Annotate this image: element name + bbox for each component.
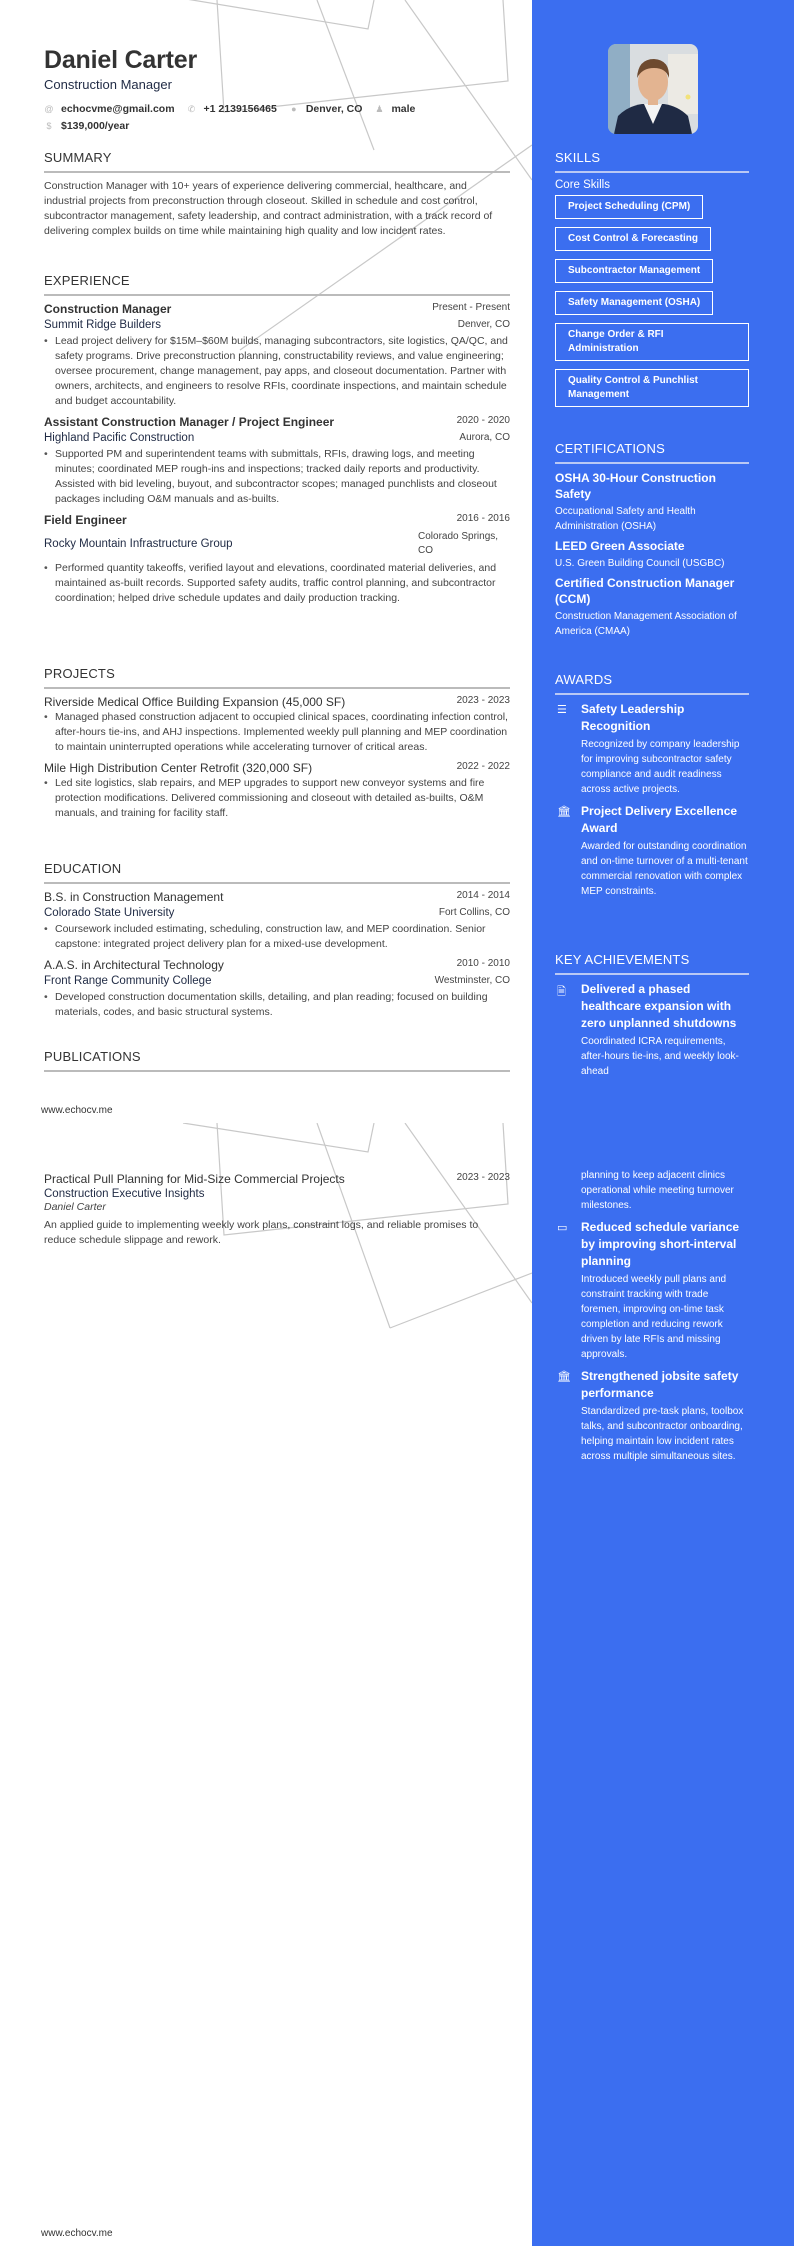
section-heading: EDUCATION (44, 861, 510, 884)
degree: B.S. in Construction Management (44, 890, 224, 904)
skill-chip: Change Order & RFI Administration (555, 323, 749, 361)
publications-section (44, 1049, 510, 1078)
certification-name: OSHA 30-Hour Construction Safety (555, 471, 716, 501)
contact-location: ● Denver, CO (289, 103, 363, 115)
job-bullets (44, 561, 510, 606)
job-bullets (44, 447, 510, 507)
certification-name: Certified Construction Manager (CCM) (555, 576, 735, 606)
phone-icon: ✆ (187, 103, 196, 114)
awards-section (555, 672, 749, 905)
footer-website[interactable]: www.echocv.me (41, 2228, 113, 2239)
contact-phone[interactable]: ✆ +1 2139156465 (187, 102, 277, 115)
institution-icon: 🏛 (557, 1371, 571, 1383)
achievements-section-continued (555, 1168, 749, 1470)
job-dates: 2016 - 2016 (456, 513, 510, 524)
dollar-coin-icon: $ (46, 120, 52, 131)
publication-title: Practical Pull Planning for Mid-Size Commercial Projects (44, 1172, 345, 1186)
publication-dates: 2023 - 2023 (456, 1172, 510, 1183)
summary-text: Construction Manager with 10+ years of experience delivering commercial, healthcare, and industrial projects from preconstruction through closeout. Skilled in schedule and cost control, subcontractor management, safety leadership, and contract administration, with a track record of delivering complex builds on time while maintaining high quality and low incident rates. (44, 180, 493, 237)
award-entry (555, 701, 749, 797)
achievement-description: planning to keep adjacent clinics operational while meeting turnover milestones. (581, 1170, 734, 1211)
experience-section (44, 273, 510, 612)
award-title: Safety Leadership Recognition (581, 702, 685, 733)
education-dates: 2010 - 2010 (456, 958, 510, 969)
section-heading: EXPERIENCE (44, 273, 510, 296)
section-heading: CERTIFICATIONS (555, 441, 749, 464)
award-entry (555, 803, 749, 899)
project-bullets (44, 776, 510, 821)
menu-lines-icon: ☰ (557, 704, 567, 716)
section-heading: KEY ACHIEVEMENTS (555, 952, 749, 975)
contact-gender: ♟ male (375, 102, 416, 115)
education-entry (44, 890, 510, 952)
job-location: Denver, CO (457, 319, 510, 330)
decorative-lines (0, 1123, 532, 2246)
resume-page-2 (0, 1123, 794, 2246)
experience-entry (44, 302, 510, 409)
at-icon: @ (44, 103, 54, 114)
certification-entry (555, 538, 749, 571)
map-pin-icon: ● (291, 103, 297, 114)
job-dates: 2020 - 2020 (456, 415, 510, 426)
company-name: Summit Ridge Builders (44, 319, 161, 331)
candidate-name: Daniel Carter (44, 46, 198, 74)
education-entry (44, 958, 510, 1020)
publication-author: Daniel Carter (44, 1201, 106, 1213)
publication-description: An applied guide to implementing weekly work plans, constraint logs, and reliable promises to reduce schedule slippage and rework. (44, 1219, 479, 1246)
company-name: Highland Pacific Construction (44, 432, 195, 444)
award-description: Awarded for outstanding coordination and on-time turnover of a multi-tenant commercial renovation with complex MEP constraints. (581, 841, 748, 897)
section-heading: PROJECTS (44, 666, 510, 689)
skill-chip: Project Scheduling (CPM) (555, 195, 703, 219)
bullet: • Coursework included estimating, scheduling, construction law, and MEP coordination. Senior capstone: integrated project delivery plan for a mixed-use development. (44, 922, 510, 952)
certification-entry (555, 470, 749, 534)
bullet: • Managed phased construction adjacent to occupied clinical spaces, coordinating infection control, after-hours tie-ins, and AHJ inspections. Implemented weekly pull planning and MEP coordination to maintain uninterrupted operations while accelerating turnover of critical areas. (44, 710, 510, 755)
project-dates: 2022 - 2022 (456, 761, 510, 772)
bullet: • Performed quantity takeoffs, verified layout and elevations, coordinated material deliveries, and maintained as-built records. Supported safety audits, traffic control planning, and subcontractor coordination; helped drive schedule updates and daily production tracking. (44, 561, 510, 606)
achievement-entry (555, 1368, 749, 1464)
certification-issuer: U.S. Green Building Council (USGBC) (555, 558, 725, 569)
degree: A.A.S. in Architectural Technology (44, 958, 224, 972)
project-bullets (44, 710, 510, 755)
file-plus-icon: 🗎 (557, 986, 566, 998)
achievement-title: Delivered a phased healthcare expansion with zero unplanned shutdowns (581, 982, 737, 1030)
job-bullets (44, 334, 510, 409)
job-location: Colorado Springs, CO (418, 531, 499, 556)
achievement-description: Introduced weekly pull plans and constraint tracking with trade foremen, improving on-time task completion and reducing rework driven by late RFIs and missing approvals. (581, 1274, 727, 1360)
job-dates: Present - Present (432, 302, 510, 313)
company-name: Rocky Mountain Infrastructure Group (44, 538, 233, 550)
achievement-entry (555, 981, 749, 1079)
award-description: Recognized by company leadership for improving subcontractor safety compliance and audit readiness across active projects. (581, 739, 740, 795)
certification-name: LEED Green Associate (555, 539, 685, 553)
school-name: Front Range Community College (44, 975, 212, 987)
education-dates: 2014 - 2014 (456, 890, 510, 901)
projects-section (44, 666, 510, 827)
achievements-section (555, 952, 749, 1085)
project-name: Mile High Distribution Center Retrofit (320,000 SF) (44, 761, 313, 775)
skill-chip: Quality Control & Punchlist Management (555, 369, 749, 407)
skill-chip: Cost Control & Forecasting (555, 227, 711, 251)
job-location: Aurora, CO (459, 432, 510, 443)
achievement-description: Standardized pre-task plans, toolbox talks, and subcontractor onboarding, helping maintain low incident rates across multiple simultaneous sites. (581, 1406, 744, 1462)
section-heading: AWARDS (555, 672, 749, 695)
publication-publisher: Construction Executive Insights (44, 1188, 205, 1200)
contact-email[interactable]: @ echocvme@gmail.com (44, 102, 175, 115)
institution-icon: 🏛 (557, 806, 571, 818)
calendar-icon: ▭ (557, 1222, 568, 1234)
project-name: Riverside Medical Office Building Expansion (45,000 SF) (44, 695, 346, 709)
education-section (44, 861, 510, 1026)
person-icon: ♟ (375, 103, 384, 114)
education-bullets (44, 990, 510, 1020)
school-name: Colorado State University (44, 907, 175, 919)
section-heading: PUBLICATIONS (44, 1049, 510, 1072)
certification-entry (555, 575, 749, 639)
certification-issuer: Construction Management Association of America (CMAA) (555, 611, 737, 637)
school-location: Fort Collins, CO (438, 907, 510, 918)
experience-entry (44, 415, 510, 507)
publication-entry (44, 1172, 510, 1248)
achievement-description: Coordinated ICRA requirements, after-hours tie-ins, and weekly look-ahead (581, 1036, 739, 1077)
job-title: Assistant Construction Manager / Project Engineer (44, 415, 335, 429)
contact-salary: $ $139,000/year (44, 120, 129, 132)
skill-chip: Safety Management (OSHA) (555, 291, 713, 315)
bullet: • Developed construction documentation skills, detailing, and plan reading; focused on building materials, codes, and basic structural systems. (44, 990, 510, 1020)
section-heading: SKILLS (555, 150, 749, 173)
spacer (555, 1168, 581, 1213)
school-location: Westminster, CO (434, 975, 510, 986)
avatar-image (608, 44, 698, 134)
bullet: • Supported PM and superintendent teams with submittals, RFIs, drawing logs, and meeting minutes; coordinated MEP rough-ins and inspections; tracked daily reports and productivity. Assisted with bid leveling, buyout, and subcontractor scopes; managed punchlists and closeout packages including O&M manuals and as-builts. (44, 447, 510, 507)
achievement-entry-continued (555, 1168, 749, 1213)
award-title: Project Delivery Excellence Award (581, 804, 738, 835)
certifications-section (555, 441, 749, 639)
skill-chips (555, 195, 749, 415)
certification-issuer: Occupational Safety and Health Administration (OSHA) (555, 506, 696, 532)
achievement-title: Strengthened jobsite safety performance (581, 1369, 739, 1400)
candidate-title: Construction Manager (44, 77, 172, 92)
experience-entry (44, 513, 510, 606)
footer-website[interactable]: www.echocv.me (41, 1105, 113, 1116)
project-entry (44, 761, 510, 821)
project-dates: 2023 - 2023 (456, 695, 510, 706)
bullet: • Lead project delivery for $15M–$60M builds, managing subcontractors, site logistics, QA/QC, and safety programs. Drive preconstruction planning, constructability reviews, and value engineering; oversee procurement, change management, pay apps, and closeout documentation. Partner with owners, architects, and engineers to resolve RFIs, coordinate inspections, and maintain schedule and budget accountability. (44, 334, 510, 409)
profile-photo (608, 44, 698, 134)
summary-section (44, 150, 510, 239)
skills-section (555, 150, 749, 415)
achievement-title: Reduced schedule variance by improving short-interval planning (581, 1220, 740, 1268)
contact-info (44, 100, 510, 134)
job-title: Field Engineer (44, 513, 127, 527)
skill-chip: Subcontractor Management (555, 259, 713, 283)
achievement-entry (555, 1219, 749, 1362)
project-entry (44, 695, 510, 755)
bullet: • Led site logistics, slab repairs, and MEP upgrades to support new conveyor systems and fire protection modifications. Delivered commissioning and closeout with detailed as-builts, O&M manuals, and training for facility staff. (44, 776, 510, 821)
education-bullets (44, 922, 510, 952)
job-title: Construction Manager (44, 302, 172, 316)
skill-group-title: Core Skills (555, 179, 610, 191)
section-heading: SUMMARY (44, 150, 510, 173)
